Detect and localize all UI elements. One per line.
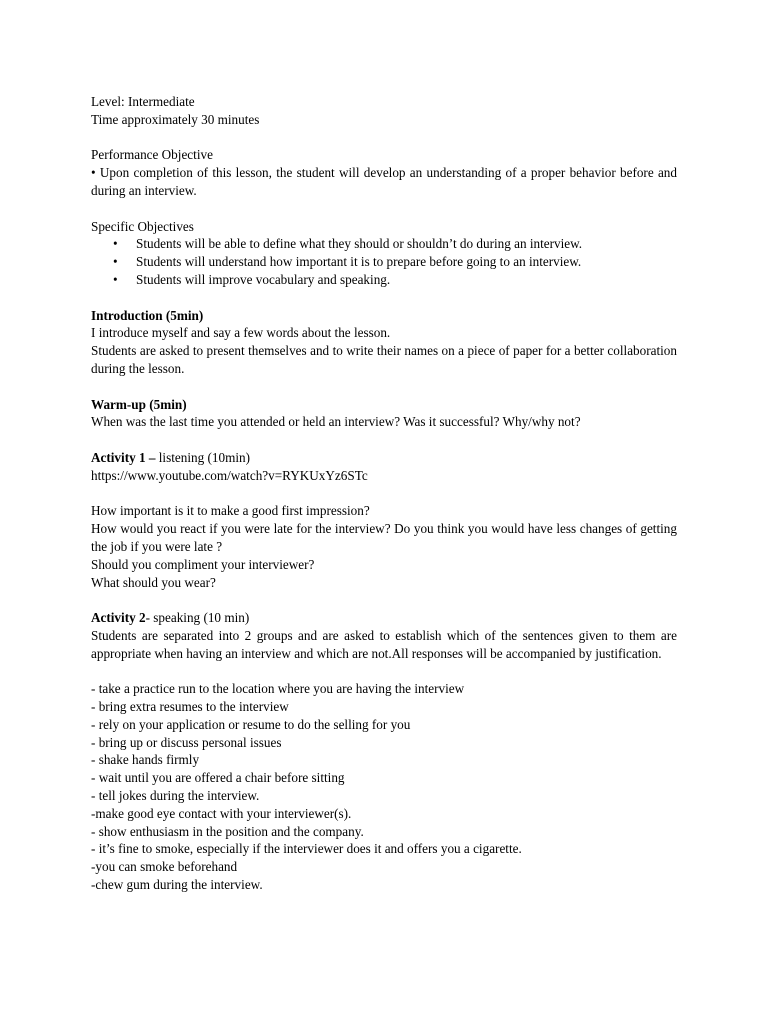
list-item: - bring extra resumes to the interview <box>91 699 289 715</box>
list-item: • Students will understand how important it is to prepare before going to an interview. <box>113 254 582 270</box>
list-item: - take a practice run to the location where you are having the interview <box>91 681 465 697</box>
list-item: - show enthusiasm in the position and the company. <box>91 823 364 839</box>
list-item: • Students will improve vocabulary and speaking. <box>113 271 391 287</box>
performance-text: Upon completion of this lesson, the student will develop an understanding of a proper behavior before and during an interview. <box>91 165 677 198</box>
list-item: -chew gum during the interview. <box>91 877 263 893</box>
specific-heading: Specific Objectives <box>91 218 194 234</box>
list-item: • Students will be able to define what they should or shouldn’t do during an interview. <box>113 236 583 252</box>
question-line: How would you react if you were late for the interview? Do you think you would have less changes of getting the job if you were late ? <box>91 521 677 554</box>
warmup-text: When was the last time you attended or held an interview? Was it successful? Why/why not? <box>91 414 581 430</box>
introduction-line: I introduce myself and say a few words about the lesson. <box>91 325 391 341</box>
bullet-icon: • <box>91 165 96 181</box>
bullet-icon: • <box>113 254 118 270</box>
statements-list <box>91 680 677 894</box>
specific-objectives-list <box>91 235 677 288</box>
list-item: - wait until you are offered a chair before sitting <box>91 770 345 786</box>
introduction-line: Students are asked to present themselves and to write their names on a piece of paper for a better collaboration during the lesson. <box>91 343 677 376</box>
warmup-heading: Warm-up (5min) <box>91 396 187 412</box>
document-page <box>91 93 677 894</box>
list-item: - tell jokes during the interview. <box>91 788 260 804</box>
list-item: -make good eye contact with your interviewer(s). <box>91 805 352 821</box>
list-item: - shake hands firmly <box>91 752 200 768</box>
video-link[interactable]: https://www.youtube.com/watch?v=RYKUxYz6STc <box>91 467 368 483</box>
performance-objective <box>91 164 677 200</box>
performance-heading: Performance Objective <box>91 147 213 163</box>
list-item: - bring up or discuss personal issues <box>91 734 282 750</box>
introduction-heading: Introduction (5min) <box>91 307 204 323</box>
list-item: -you can smoke beforehand <box>91 859 238 875</box>
bullet-icon: • <box>113 236 118 252</box>
question-line: Should you compliment your interviewer? <box>91 556 315 572</box>
activity1-heading: Activity 1 – listening (10min) <box>91 449 250 465</box>
activity2-text: Students are separated into 2 groups and are asked to establish which of the sentences given to them are appropriate when having an interview and which are not.All responses will be accompanied by justification. <box>91 627 677 661</box>
bullet-icon: • <box>113 271 118 287</box>
list-item: - rely on your application or resume to do the selling for you <box>91 716 411 732</box>
activity2-heading: Activity 2- speaking (10 min) <box>91 610 250 626</box>
question-line: How important is it to make a good first impression? <box>91 503 370 519</box>
level-line: Level: Intermediate <box>91 94 195 109</box>
time-line: Time approximately 30 minutes <box>91 111 260 127</box>
list-item: - it’s fine to smoke, especially if the interviewer does it and offers you a cigarette. <box>91 841 522 857</box>
question-line: What should you wear? <box>91 574 216 590</box>
